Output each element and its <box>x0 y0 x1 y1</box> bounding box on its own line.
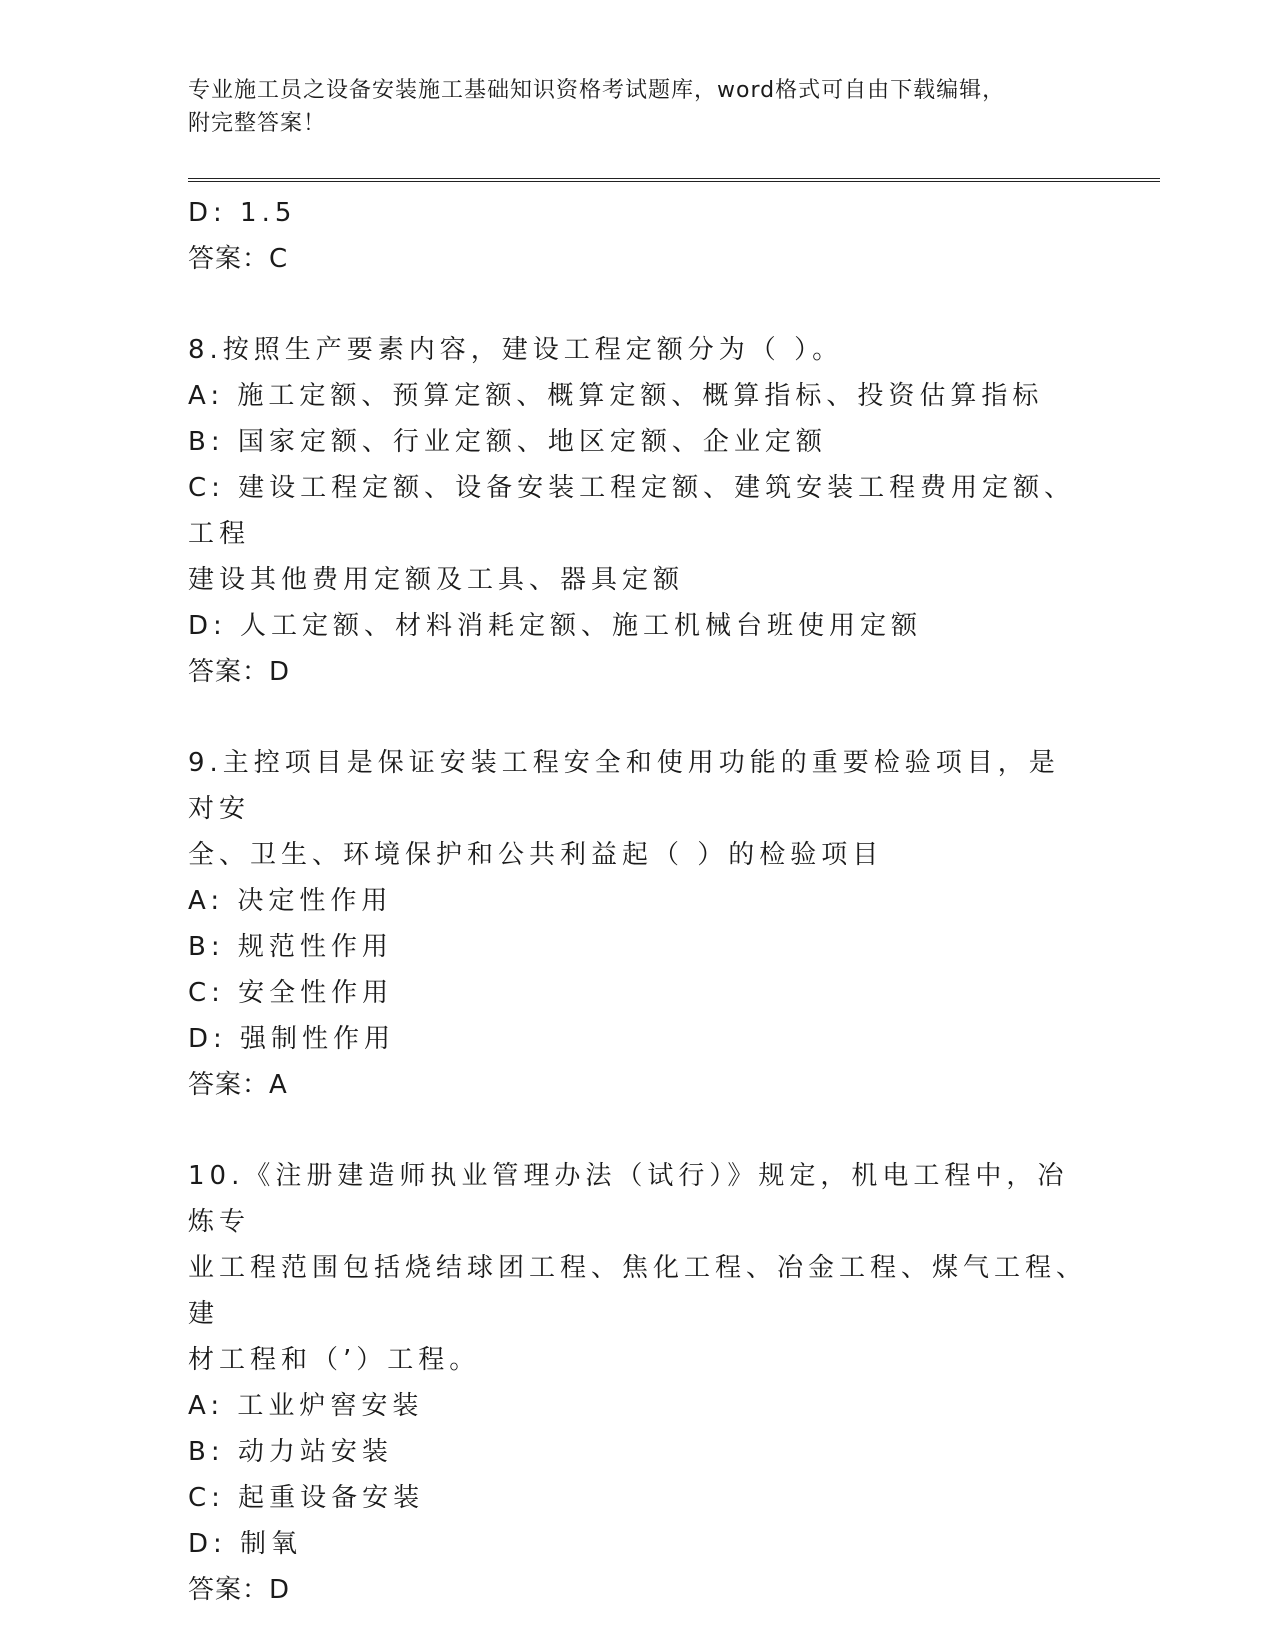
question-stem-continued: 材工程和（’）工程。 <box>188 1345 481 1375</box>
header-line-1: 专业施工员之设备安装施工基础知识资格考试题库，word格式可自由下载编辑， <box>188 78 1006 103</box>
question-9 <box>188 740 1088 1108</box>
option-c: C: 安全性作用 <box>188 978 394 1008</box>
option-b: B: 规范性作用 <box>188 932 393 962</box>
option-d: D: 制氧 <box>188 1529 303 1559</box>
page-header <box>188 74 1068 140</box>
option-c: C: 起重设备安装 <box>188 1483 425 1513</box>
option-b: B: 国家定额、行业定额、地区定额、企业定额 <box>188 427 827 457</box>
answer: 答案：A <box>188 1070 288 1100</box>
prev-option-d: D: 1.5 <box>188 198 297 228</box>
option-a: A: 决定性作用 <box>188 886 393 916</box>
answer: 答案：D <box>188 1575 291 1605</box>
spacer <box>188 1108 1088 1153</box>
question-stem: 10.《注册建造师执业管理办法（试行）》规定，机电工程中，冶炼专 <box>188 1161 1069 1237</box>
header-divider <box>188 178 1160 182</box>
option-c-continued: 建设其他费用定额及工具、器具定额 <box>188 565 685 595</box>
option-b: B: 动力站安装 <box>188 1437 393 1467</box>
question-stem: 8.按照生产要素内容，建设工程定额分为（ ）。 <box>188 335 844 365</box>
prev-answer: 答案：C <box>188 244 289 274</box>
spacer <box>188 282 1088 327</box>
option-a: A: 工业炉窖安装 <box>188 1391 424 1421</box>
question-content <box>188 190 1088 1613</box>
option-d: D: 强制性作用 <box>188 1024 396 1054</box>
answer: 答案：D <box>188 657 291 687</box>
spacer <box>188 695 1088 740</box>
header-line-2: 附完整答案！ <box>188 111 327 136</box>
option-a: A: 施工定额、预算定额、概算定额、概算指标、投资估算指标 <box>188 381 1044 411</box>
option-c: C: 建设工程定额、设备安装工程定额、建筑安装工程费用定额、工程 <box>188 473 1076 549</box>
question-stem: 9.主控项目是保证安装工程安全和使用功能的重要检验项目，是对安 <box>188 748 1060 824</box>
question-stem-continued: 全、卫生、环境保护和公共利益起（ ）的检验项目 <box>188 840 884 870</box>
question-8 <box>188 327 1088 695</box>
option-d: D: 人工定额、材料消耗定额、施工机械台班使用定额 <box>188 611 923 641</box>
question-10 <box>188 1153 1088 1613</box>
question-stem-continued: 业工程范围包括烧结球团工程、焦化工程、冶金工程、煤气工程、建 <box>188 1253 1088 1329</box>
